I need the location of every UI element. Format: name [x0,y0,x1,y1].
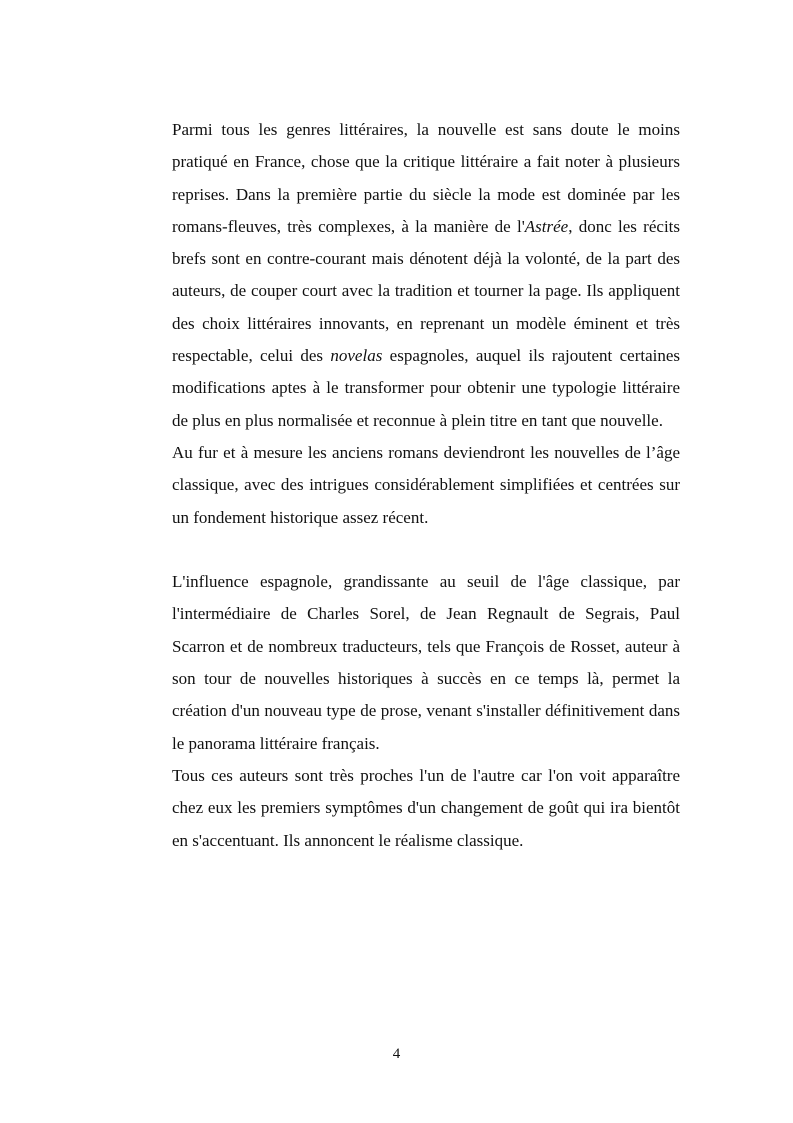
paragraph-genres [172,114,680,437]
term-novelas: novelas [330,346,383,366]
paragraph-romans: Au fur et à mesure les anciens romans deviendront les nouvelles de l’âge classique, avec des intrigues considérablement simplifiées et centrées sur un fondement historique assez récent. [172,442,680,527]
title-astree: Astrée [524,216,569,236]
paragraph-genres-text-1: Parmi tous les genres littéraires, la nouvelle est sans doute le moins pratiqué en France, chose que la critique littéraire a fait noter à plusieurs reprises. Dans la première partie du siècle la mode est dominée par les romans-fleuves, très complexes, à la manière de l' [172,120,680,236]
paragraph-influence: L'influence espagnole, grandissante au seuil de l'âge classique, par l'intermédiaire de Charles Sorel, de Jean Regnault de Segrais, Paul Scarron et de nombreux traducteurs, tels que François de Rosset, auteur à son tour de nouvelles historiques à succès en ce temps là, permet la création d'un nouveau type de prose, venant s'installer définitivement dans le panorama littéraire français. [172,572,680,753]
page-number: 4 [392,1046,401,1062]
paragraph-genres-text-2: , donc les récits brefs sont en contre-courant mais dénotent déjà la volonté, de la part des auteurs, de couper court avec la tradition et tourner la page. Ils appliquent des choix littéraires innovants, en reprenant un modèle éminent et très respectable, celui des [172,216,680,366]
page-body [172,114,680,857]
paragraph-auteurs: Tous ces auteurs sont très proches l'un de l'autre car l'on voit apparaître chez eux les premiers symptômes d'un changement de goût qui ira bientôt en s'accentuant. Ils annoncent le réalisme classique. [172,765,680,850]
paragraph-genres-text-3: espagnoles, auquel ils rajoutent certaines modifications aptes à le transformer pour obtenir une typologie littéraire de plus en plus normalisée et reconnue à plein titre en tant que nouvelle. [172,346,681,430]
